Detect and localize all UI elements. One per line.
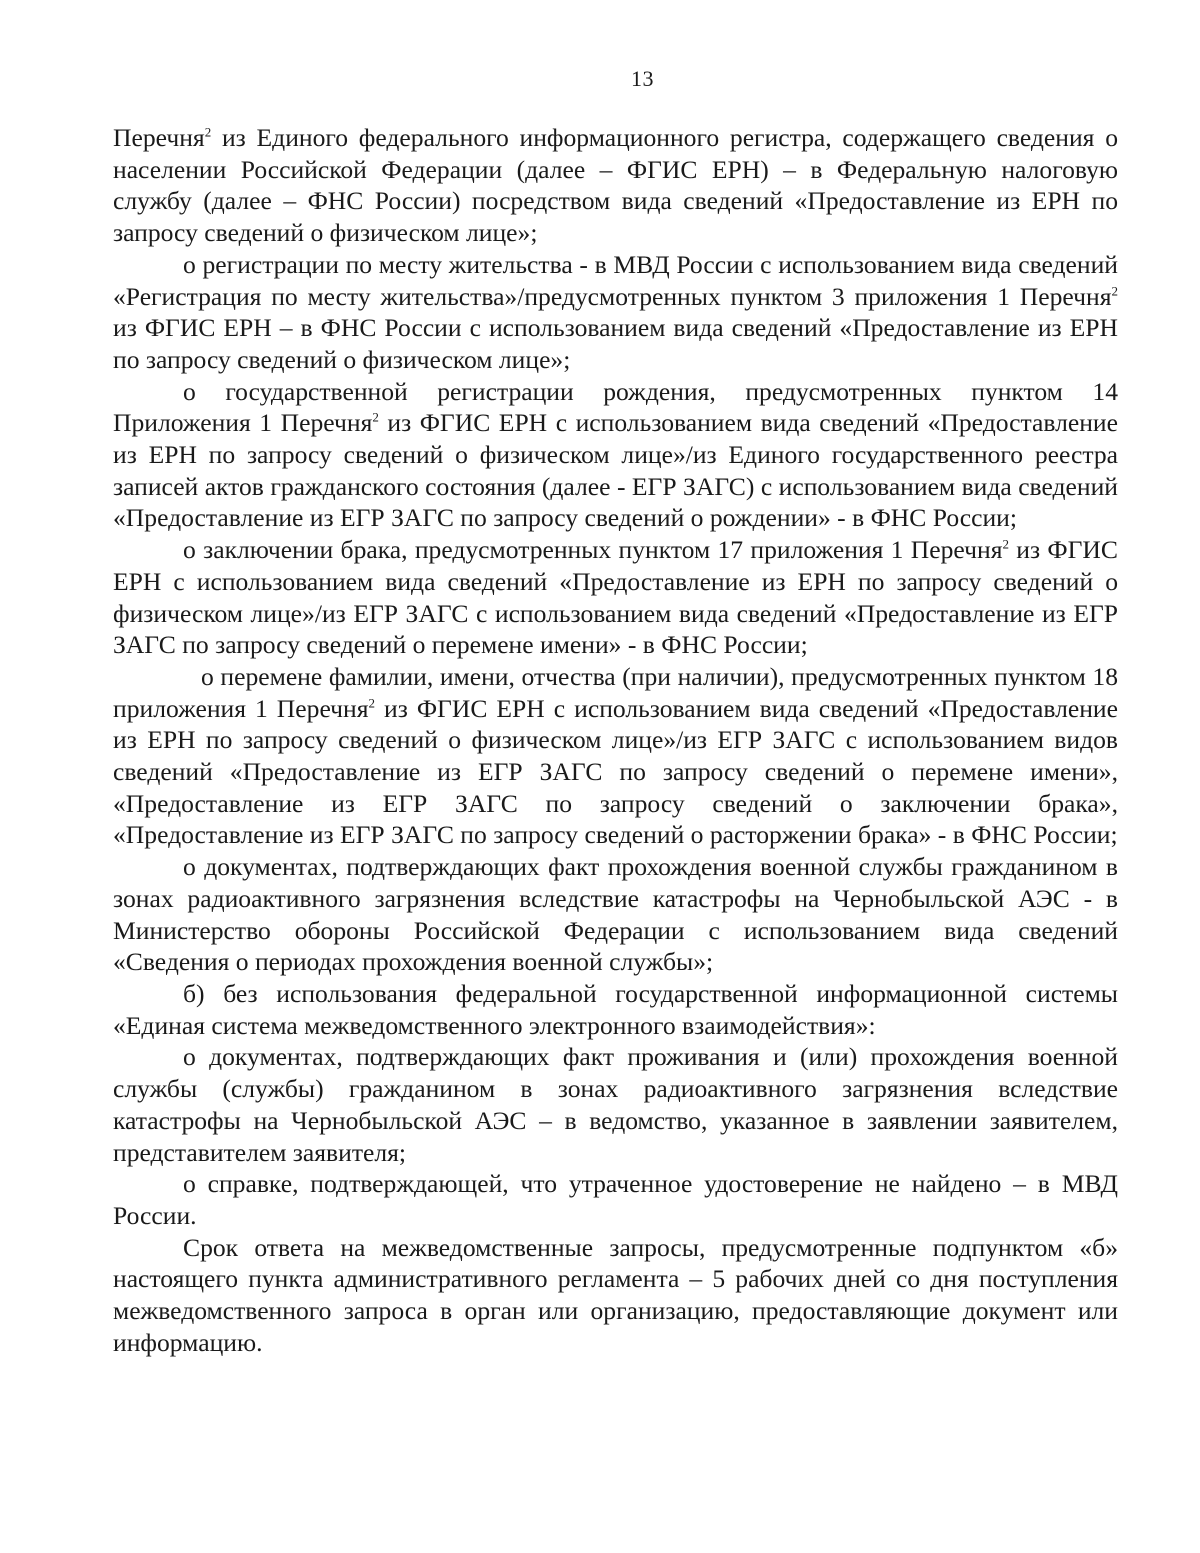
footnote-marker: 2 [372,409,379,425]
paragraph-text: о перемене фамилии, имени, отчества (при наличии), предусмотренных пунктом 18 приложения 1 Перечня [113,661,1118,723]
paragraph-text: из ФГИС ЕРН с использованием вида сведений «Предоставление из ЕРН по запросу сведений о физическом лице»/из ЕГР ЗАГС с использованием вида сведений «Предоставление из ЕГР ЗАГС по запросу сведений о перемене имени» - в ФНС России; [113,535,1118,660]
paragraph-lost-certificate: о справке, подтверждающей, что утраченное удостоверение не найдено – в МВД России. [113,1169,1118,1230]
paragraph-name-change [113,661,1118,851]
paragraph-subitem-b: б) без использования федеральной государственной информационной системы «Единая система межведомственного электронного взаимодействия»: [113,978,1118,1040]
paragraph-marriage [113,534,1118,661]
paragraph-continuation [113,122,1118,249]
paragraph-text: Перечня [113,123,205,152]
paragraph-response-deadline: Срок ответа на межведомственные запросы, предусмотренные подпунктом «б» настоящего пункта административного регламента – 5 рабочих дней со дня поступления межведомственного запроса в орган или организацию, предоставляющие документ или информацию. [113,1232,1118,1357]
footnote-marker: 2 [204,124,212,140]
paragraph-military-service: о документах, подтверждающих факт прохождения военной службы гражданином в зонах радиоактивного загрязнения вследствие катастрофы на Чернобыльской АЭС - в Министерство обороны Российской Федерации с использованием вида сведений «Сведения о периодах прохождения военной службы»; [113,852,1118,977]
footnote-marker: 2 [368,695,376,711]
footnote-marker: 2 [1111,282,1118,298]
paragraph-text: о регистрации по месту жительства - в МВД России с использованием вида сведений «Регистрация по месту жительства»/предусмотренных пунктом 3 приложения 1 Перечня [113,249,1118,311]
document-body [113,122,1118,1358]
paragraph-registration [113,249,1118,376]
paragraph-residence-documents: о документах, подтверждающих факт проживания и (или) прохождения военной службы (службы) гражданином в зонах радиоактивного загрязнения вследствие катастрофы на Чернобыльской АЭС – в ведомство, указанное в заявлении заявителем, представителем заявителя; [113,1042,1118,1167]
paragraph-text: из ФГИС ЕРН – в ФНС России с использованием вида сведений «Предоставление из ЕРН по запросу сведений о физическом лице»; [113,313,1118,374]
footnote-marker: 2 [1002,536,1009,552]
paragraph-text: из Единого федерального информационного регистра, содержащего сведения о населении Российской Федерации (далее – ФГИС ЕРН) – в Федеральную налоговую службу (далее – ФНС России) посредством вида сведений «Предоставление из ЕРН по запросу сведений о физическом лице»; [113,123,1118,248]
paragraph-birth-registration [113,376,1118,535]
paragraph-text: из ФГИС ЕРН с использованием вида сведений «Предоставление из ЕРН по запросу сведений о физическом лице»/из ЕГР ЗАГС с использованием видов сведений «Предоставление из ЕГР ЗАГС по запросу сведений о перемене имени», «Предоставление из ЕГР ЗАГС по запросу сведений о заключении брака», «Предоставление из ЕГР ЗАГС по запросу сведений о расторжении брака» - в ФНС России; [113,693,1118,850]
paragraph-text: о заключении брака, предусмотренных пунктом 17 приложения 1 Перечня [183,535,1003,565]
page-number: 13 [631,66,654,91]
paragraph-text: из ФГИС ЕРН с использованием вида сведений «Предоставление из ЕРН по запросу сведений о физическом лице»/из Единого государственного реестра записей актов гражданского состояния (далее - ЕГР ЗАГС) с использованием вида сведений «Предоставление из ЕГР ЗАГС по запросу сведений о рождении» - в ФНС России; [113,408,1118,533]
paragraph-text: о государственной регистрации рождения, предусмотренных пунктом 14 Приложения 1 Перечня [113,376,1118,438]
